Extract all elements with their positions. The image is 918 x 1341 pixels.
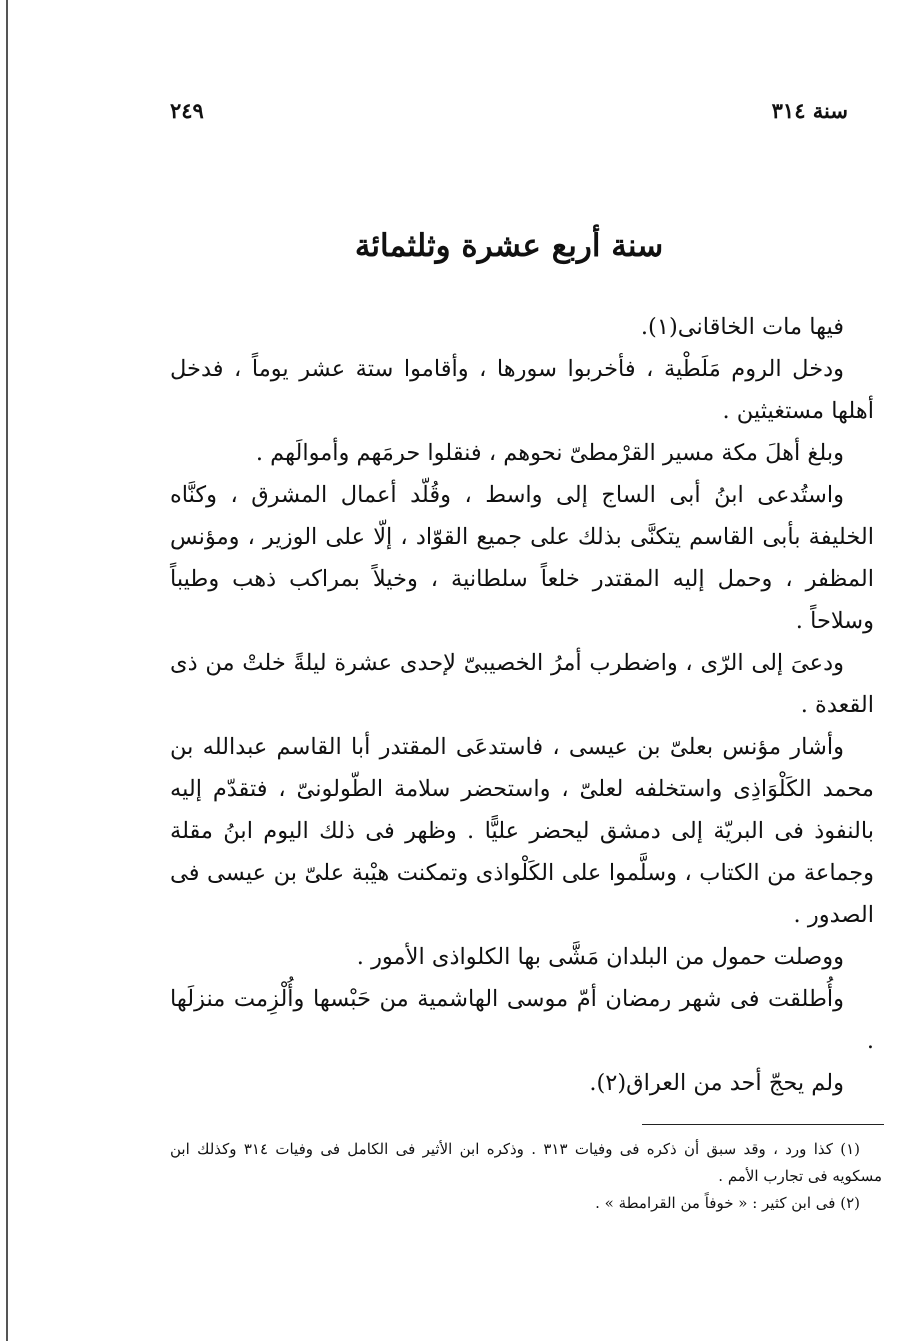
paragraph: وبلغ أهلَ مكة مسير القرْمطىّ نحوهم ، فنقلوا حرمَهم وأموالَهم . <box>255 440 844 466</box>
paragraph: فيها مات الخاقانى(١). <box>640 314 844 340</box>
footnote-1: (١) كذا ورد ، وقد سبق أن ذكره فى وفيات ٣١٣ . وذكره ابن الأثير فى الكامل فى وفيات ٣١٤ وكذلك ابن مسكويه فى تجارب الأمم . <box>170 1140 882 1185</box>
paragraph: ولم يحجّ أحد من العراق(٢). <box>589 1070 844 1096</box>
running-header-title: سنة ٣١٤ <box>771 98 848 123</box>
chapter-title: سنة أربع عشرة وثلثمائة <box>354 228 664 264</box>
paragraph: ووصلت حمول من البلدان مَشَّى بها الكلواذى الأمور . <box>356 944 844 970</box>
main-text <box>170 306 874 1104</box>
paragraph: واستُدعى ابنُ أبى الساج إلى واسط ، وقُلّد أعمال المشرق ، وكنَّاه الخليفة بأبى القاسم يتكنَّى بذلك على جميع القوّاد ، إلّا على الوزير ، ومؤنس المظفر ، وحمل إليه المقتدر خلعاً سلطانية ، وخيلاً بمراكب ذهب وطيباً وسلاحاً . <box>170 482 874 634</box>
running-header <box>170 98 848 134</box>
footnote-2: (٢) فى ابن كثير : « خوفاً من القرامطة » . <box>595 1194 860 1212</box>
paragraph: ودخل الروم مَلَطْية ، فأخربوا سورها ، وأقاموا ستة عشر يوماً ، فدخل أهلها مستغيثين . <box>170 356 874 424</box>
paragraph: ودعىَ إلى الرّى ، واضطرب أمرُ الخصيبىّ لإحدى عشرة ليلةً خلتْ من ذى القعدة . <box>170 650 874 718</box>
paragraph: وأشار مؤنس بعلىّ بن عيسى ، فاستدعَى المقتدر أبا القاسم عبدالله بن محمد الكَلْوَاذِى واستخلفه لعلىّ ، واستحضر سلامة الطّولونىّ ، فتقدّم إليه بالنفوذ فى البريّة إلى دمشق ليحضر عليًّا . وظهر فى ذلك اليوم ابنُ مقلة وجماعة من الكتاب ، وسلَّموا على الكَلْواذى وتمكنت هيْبة علىّ بن عيسى فى الصدور . <box>170 734 874 928</box>
paragraph: وأُطلقت فى شهر رمضان أمّ موسى الهاشمية من حَبْسها وأُلْزِمت منزلَها . <box>170 986 874 1054</box>
footnote-separator <box>642 1124 884 1125</box>
page-number: ٢٤٩ <box>170 98 204 123</box>
footnotes <box>170 1136 882 1217</box>
page-edge-line <box>6 0 8 1341</box>
